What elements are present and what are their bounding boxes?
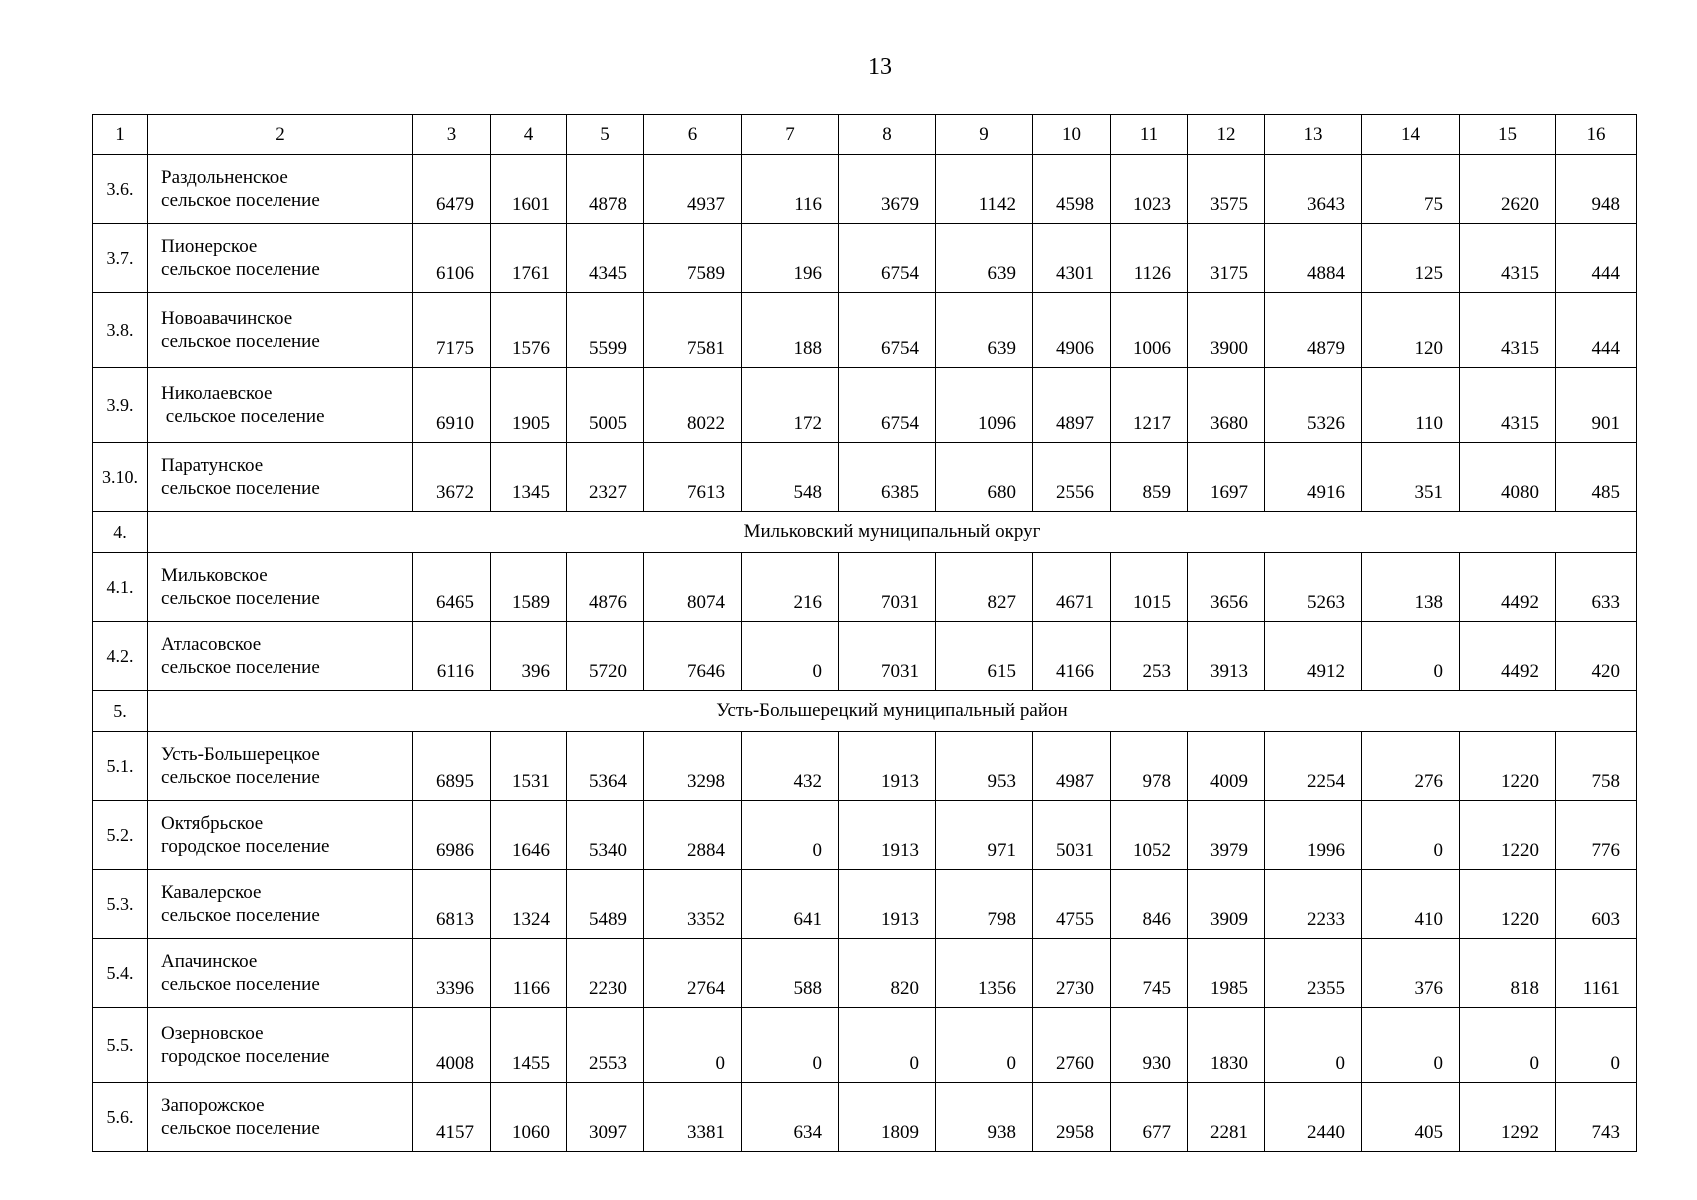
value-cell: 3575 [1188,155,1265,224]
value-cell: 588 [742,939,839,1008]
value-cell: 3900 [1188,293,1265,368]
settlement-name-line2: городское поселение [161,836,330,857]
value-cell: 6106 [413,224,491,293]
data-table [92,114,1637,1152]
value-cell: 2764 [644,939,742,1008]
value-cell: 172 [742,368,839,443]
value-cell: 6479 [413,155,491,224]
value-cell: 420 [1556,622,1637,691]
row-number: 3.10. [93,443,148,512]
value-cell: 938 [936,1083,1033,1152]
value-cell: 971 [936,801,1033,870]
table-row [93,801,1637,870]
column-number-cell: 2 [148,115,413,155]
value-cell: 3679 [839,155,936,224]
value-cell: 188 [742,293,839,368]
row-number: 3.7. [93,224,148,293]
value-cell: 6116 [413,622,491,691]
settlement-name-line2: сельское поселение [161,331,320,352]
value-cell: 1985 [1188,939,1265,1008]
value-cell: 1324 [491,870,567,939]
table-row [93,293,1637,368]
column-number-cell: 1 [93,115,148,155]
column-number-cell: 3 [413,115,491,155]
value-cell: 6754 [839,368,936,443]
value-cell: 376 [1362,939,1460,1008]
value-cell: 930 [1111,1008,1188,1083]
value-cell: 4008 [413,1008,491,1083]
column-number-cell: 12 [1188,115,1265,155]
value-cell: 5340 [567,801,644,870]
settlement-name-line1: Пионерское [161,236,258,257]
settlement-name-line2: сельское поселение [161,657,320,678]
value-cell: 4598 [1033,155,1111,224]
value-cell: 1096 [936,368,1033,443]
value-cell: 4315 [1460,293,1556,368]
column-number-cell: 16 [1556,115,1637,155]
value-cell: 4916 [1265,443,1362,512]
value-cell: 1913 [839,870,936,939]
table-row [93,1008,1637,1083]
value-cell: 2355 [1265,939,1362,1008]
value-cell: 3097 [567,1083,644,1152]
value-cell: 1576 [491,293,567,368]
settlement-name-line2: сельское поселение [161,588,320,609]
value-cell: 2730 [1033,939,1111,1008]
settlement-name-line1: Мильковское [161,565,268,586]
value-cell: 4906 [1033,293,1111,368]
settlement-name [148,939,413,1008]
table-row [93,622,1637,691]
value-cell: 0 [644,1008,742,1083]
settlement-name-line1: Апачинское [161,951,258,972]
column-number-cell: 11 [1111,115,1188,155]
value-cell: 978 [1111,732,1188,801]
settlement-name-line2: сельское поселение [161,905,320,926]
settlement-name [148,224,413,293]
value-cell: 6385 [839,443,936,512]
table-body [93,115,1637,1152]
value-cell: 5364 [567,732,644,801]
value-cell: 1455 [491,1008,567,1083]
value-cell: 680 [936,443,1033,512]
table-row [93,368,1637,443]
value-cell: 0 [1460,1008,1556,1083]
value-cell: 0 [1362,622,1460,691]
value-cell: 2958 [1033,1083,1111,1152]
value-cell: 0 [1362,801,1460,870]
value-cell: 743 [1556,1083,1637,1152]
column-number-cell: 10 [1033,115,1111,155]
value-cell: 901 [1556,368,1637,443]
value-cell: 75 [1362,155,1460,224]
settlement-name-line2: сельское поселение [161,406,325,427]
value-cell: 253 [1111,622,1188,691]
column-number-cell: 7 [742,115,839,155]
value-cell: 7589 [644,224,742,293]
value-cell: 641 [742,870,839,939]
value-cell: 5599 [567,293,644,368]
value-cell: 820 [839,939,936,1008]
section-row [93,691,1637,732]
value-cell: 5326 [1265,368,1362,443]
value-cell: 1126 [1111,224,1188,293]
value-cell: 3656 [1188,553,1265,622]
settlement-name-line1: Октябрьское [161,813,264,834]
value-cell: 2254 [1265,732,1362,801]
value-cell: 1220 [1460,801,1556,870]
value-cell: 4987 [1033,732,1111,801]
column-number-cell: 6 [644,115,742,155]
value-cell: 677 [1111,1083,1188,1152]
value-cell: 7031 [839,622,936,691]
value-cell: 4157 [413,1083,491,1152]
value-cell: 2440 [1265,1083,1362,1152]
value-cell: 444 [1556,224,1637,293]
value-cell: 818 [1460,939,1556,1008]
settlement-name-line1: Озерновское [161,1023,264,1044]
value-cell: 216 [742,553,839,622]
value-cell: 6754 [839,293,936,368]
table-row [93,1083,1637,1152]
value-cell: 3298 [644,732,742,801]
value-cell: 4884 [1265,224,1362,293]
value-cell: 6986 [413,801,491,870]
value-cell: 2233 [1265,870,1362,939]
value-cell: 758 [1556,732,1637,801]
settlement-name-line1: Новоавачинское [161,308,293,329]
value-cell: 410 [1362,870,1460,939]
column-number-row [93,115,1637,155]
value-cell: 1166 [491,939,567,1008]
value-cell: 7581 [644,293,742,368]
value-cell: 634 [742,1083,839,1152]
value-cell: 615 [936,622,1033,691]
value-cell: 548 [742,443,839,512]
value-cell: 1060 [491,1083,567,1152]
value-cell: 4912 [1265,622,1362,691]
value-cell: 3381 [644,1083,742,1152]
row-number: 5.6. [93,1083,148,1152]
value-cell: 138 [1362,553,1460,622]
value-cell: 1052 [1111,801,1188,870]
value-cell: 776 [1556,801,1637,870]
value-cell: 2230 [567,939,644,1008]
value-cell: 1830 [1188,1008,1265,1083]
value-cell: 1913 [839,801,936,870]
section-number: 5. [93,691,148,732]
value-cell: 1646 [491,801,567,870]
value-cell: 125 [1362,224,1460,293]
value-cell: 0 [1265,1008,1362,1083]
value-cell: 3175 [1188,224,1265,293]
value-cell: 4878 [567,155,644,224]
value-cell: 3979 [1188,801,1265,870]
column-number-cell: 9 [936,115,1033,155]
settlement-name [148,293,413,368]
value-cell: 1996 [1265,801,1362,870]
value-cell: 639 [936,293,1033,368]
section-row [93,512,1637,553]
value-cell: 5031 [1033,801,1111,870]
table-row [93,870,1637,939]
table-row [93,939,1637,1008]
value-cell: 116 [742,155,839,224]
value-cell: 5005 [567,368,644,443]
settlement-name-line1: Атласовское [161,634,262,655]
value-cell: 5720 [567,622,644,691]
value-cell: 0 [936,1008,1033,1083]
value-cell: 2620 [1460,155,1556,224]
page-number: 13 [868,54,892,80]
value-cell: 8022 [644,368,742,443]
settlement-name [148,155,413,224]
value-cell: 2760 [1033,1008,1111,1083]
value-cell: 827 [936,553,1033,622]
value-cell: 4897 [1033,368,1111,443]
settlement-name-line2: сельское поселение [161,1118,320,1139]
value-cell: 6895 [413,732,491,801]
settlement-name-line1: Запорожское [161,1095,265,1116]
value-cell: 4879 [1265,293,1362,368]
value-cell: 1023 [1111,155,1188,224]
settlement-name-line1: Усть-Большерецкое [161,744,320,765]
value-cell: 4755 [1033,870,1111,939]
value-cell: 4080 [1460,443,1556,512]
value-cell: 3352 [644,870,742,939]
value-cell: 0 [1556,1008,1637,1083]
settlement-name-line2: сельское поселение [161,190,320,211]
value-cell: 1761 [491,224,567,293]
row-number: 4.2. [93,622,148,691]
value-cell: 0 [742,622,839,691]
value-cell: 1589 [491,553,567,622]
value-cell: 1809 [839,1083,936,1152]
value-cell: 1006 [1111,293,1188,368]
row-number: 5.2. [93,801,148,870]
section-number: 4. [93,512,148,553]
section-title: Усть-Большерецкий муниципальный район [148,691,1637,732]
settlement-name [148,622,413,691]
column-number-cell: 4 [491,115,567,155]
settlement-name [148,870,413,939]
value-cell: 0 [742,801,839,870]
value-cell: 1697 [1188,443,1265,512]
value-cell: 859 [1111,443,1188,512]
value-cell: 1531 [491,732,567,801]
table-row [93,553,1637,622]
value-cell: 2556 [1033,443,1111,512]
row-number: 4.1. [93,553,148,622]
value-cell: 4937 [644,155,742,224]
value-cell: 396 [491,622,567,691]
value-cell: 1356 [936,939,1033,1008]
settlement-name-line1: Паратунское [161,455,264,476]
value-cell: 4492 [1460,622,1556,691]
value-cell: 639 [936,224,1033,293]
settlement-name-line2: сельское поселение [161,478,320,499]
value-cell: 4315 [1460,224,1556,293]
value-cell: 1292 [1460,1083,1556,1152]
settlement-name [148,801,413,870]
settlement-name-line1: Раздольненское [161,167,288,188]
settlement-name [148,1083,413,1152]
value-cell: 2327 [567,443,644,512]
value-cell: 6813 [413,870,491,939]
value-cell: 3396 [413,939,491,1008]
row-number: 5.1. [93,732,148,801]
column-number-cell: 5 [567,115,644,155]
value-cell: 7613 [644,443,742,512]
table-row [93,224,1637,293]
value-cell: 3913 [1188,622,1265,691]
value-cell: 4166 [1033,622,1111,691]
value-cell: 4876 [567,553,644,622]
value-cell: 1220 [1460,732,1556,801]
value-cell: 1015 [1111,553,1188,622]
value-cell: 6910 [413,368,491,443]
value-cell: 2281 [1188,1083,1265,1152]
value-cell: 0 [1362,1008,1460,1083]
value-cell: 432 [742,732,839,801]
settlement-name-line2: городское поселение [161,1046,330,1067]
settlement-name [148,732,413,801]
value-cell: 5489 [567,870,644,939]
value-cell: 948 [1556,155,1637,224]
value-cell: 4492 [1460,553,1556,622]
value-cell: 5263 [1265,553,1362,622]
column-number-cell: 8 [839,115,936,155]
column-number-cell: 14 [1362,115,1460,155]
value-cell: 745 [1111,939,1188,1008]
value-cell: 1220 [1460,870,1556,939]
row-number: 3.8. [93,293,148,368]
value-cell: 633 [1556,553,1637,622]
settlement-name [148,553,413,622]
value-cell: 3672 [413,443,491,512]
value-cell: 1345 [491,443,567,512]
settlement-name-line2: сельское поселение [161,767,320,788]
value-cell: 7646 [644,622,742,691]
row-number: 5.3. [93,870,148,939]
value-cell: 6754 [839,224,936,293]
section-title: Мильковский муниципальный округ [148,512,1637,553]
value-cell: 3680 [1188,368,1265,443]
value-cell: 4315 [1460,368,1556,443]
settlement-name [148,1008,413,1083]
value-cell: 4345 [567,224,644,293]
value-cell: 603 [1556,870,1637,939]
value-cell: 444 [1556,293,1637,368]
row-number: 3.6. [93,155,148,224]
value-cell: 1161 [1556,939,1637,1008]
value-cell: 4301 [1033,224,1111,293]
settlement-name [148,368,413,443]
settlement-name-line1: Кавалерское [161,882,262,903]
value-cell: 1142 [936,155,1033,224]
settlement-name [148,443,413,512]
value-cell: 0 [839,1008,936,1083]
table-row [93,732,1637,801]
column-number-cell: 15 [1460,115,1556,155]
value-cell: 8074 [644,553,742,622]
value-cell: 846 [1111,870,1188,939]
table-row [93,155,1637,224]
value-cell: 3643 [1265,155,1362,224]
value-cell: 351 [1362,443,1460,512]
value-cell: 110 [1362,368,1460,443]
value-cell: 485 [1556,443,1637,512]
value-cell: 7031 [839,553,936,622]
row-number: 5.4. [93,939,148,1008]
column-number-cell: 13 [1265,115,1362,155]
value-cell: 196 [742,224,839,293]
value-cell: 3909 [1188,870,1265,939]
value-cell: 953 [936,732,1033,801]
value-cell: 2553 [567,1008,644,1083]
value-cell: 120 [1362,293,1460,368]
settlement-name-line2: сельское поселение [161,259,320,280]
row-number: 3.9. [93,368,148,443]
value-cell: 6465 [413,553,491,622]
row-number: 5.5. [93,1008,148,1083]
settlement-name-line1: Николаевское [161,383,273,404]
table-row [93,443,1637,512]
value-cell: 0 [742,1008,839,1083]
value-cell: 276 [1362,732,1460,801]
value-cell: 7175 [413,293,491,368]
value-cell: 4671 [1033,553,1111,622]
value-cell: 1217 [1111,368,1188,443]
value-cell: 2884 [644,801,742,870]
value-cell: 4009 [1188,732,1265,801]
value-cell: 405 [1362,1083,1460,1152]
value-cell: 1601 [491,155,567,224]
value-cell: 1905 [491,368,567,443]
value-cell: 798 [936,870,1033,939]
value-cell: 1913 [839,732,936,801]
settlement-name-line2: сельское поселение [161,974,320,995]
